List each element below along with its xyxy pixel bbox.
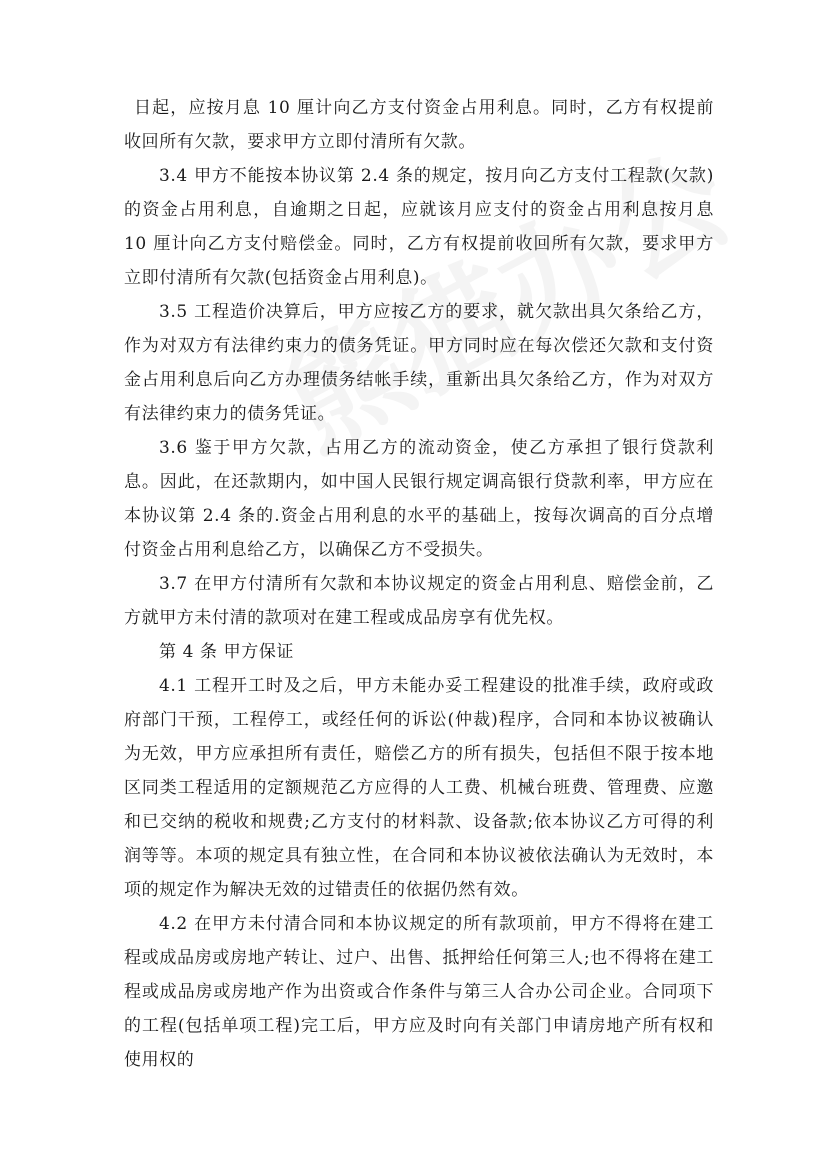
paragraph-4-2: 4.2 在甲方未付清合同和本协议规定的所有款项前，甲方不得将在建工程或成品房或房地产转让、过户、出售、抵押给任何第三人;也不得将在建工程或成品房或房地产作为出资或合作条件与第三人合办公司企业。合同项下的工程(包括单项工程)完工后，甲方应及时向有关部门申请房地产所有权和使用权的: [124, 914, 714, 1070]
paragraph-3-6: 3.6 鉴于甲方欠款，占用乙方的流动资金，使乙方承担了银行贷款利息。因此，在还款期内，如中国人民银行规定调高银行贷款利率，甲方应在本协议第 2.4 条的.资金占用利息的水平的基础上，按每次调高的百分点增付资金占用利息给乙方，以确保乙方不受损失。: [124, 438, 714, 560]
section-heading-article-4: 第 4 条 甲方保证: [159, 642, 295, 662]
paragraph-3-5: 3.5 工程造价决算后，甲方应按乙方的要求，就欠款出具欠条给乙方，作为对双方有法律约束力的债务凭证。甲方同时应在每次偿还欠款和支付资金占用利息后向乙方办理债务结帐手续，重新出具欠条给乙方，作为对双方有法律约束力的债务凭证。: [124, 302, 714, 424]
paragraph-4-1: 4.1 工程开工时及之后，甲方未能办妥工程建设的批准手续，政府或政府部门干预，工程停工，或经任何的诉讼(仲裁)程序，合同和本协议被确认为无效，甲方应承担所有责任，赔偿乙方的所有损失，包括但不限于按本地区同类工程适用的定额规范乙方应得的人工费、机械台班费、管理费、应邀和已交纳的税收和规费;乙方支付的材料款、设备款;依本协议乙方可得的利润等等。本项的规定具有独立性，在合同和本协议被依法确认为无效时，本项的规定作为解决无效的过错责任的依据仍然有效。: [124, 676, 714, 900]
paragraph-3-7: 3.7 在甲方付清所有欠款和本协议规定的资金占用利息、赔偿金前，乙方就甲方未付清的款项对在建工程或成品房享有优先权。: [124, 574, 714, 628]
paragraph-continuation: 日起，应按月息 10 厘计向乙方支付资金占用利息。同时，乙方有权提前收回所有欠款，要求甲方立即付清所有欠款。: [124, 98, 714, 152]
paragraph-3-4: 3.4 甲方不能按本协议第 2.4 条的规定，按月向乙方支付工程款(欠款)的资金占用利息，自逾期之日起，应就该月应支付的资金占用利息按月息 10 厘计向乙方支付赔偿金。同时，乙方有权提前收回所有欠款，要求甲方立即付清所有欠款(包括资金占用利息)。: [124, 166, 714, 288]
document-body: [124, 91, 714, 1077]
